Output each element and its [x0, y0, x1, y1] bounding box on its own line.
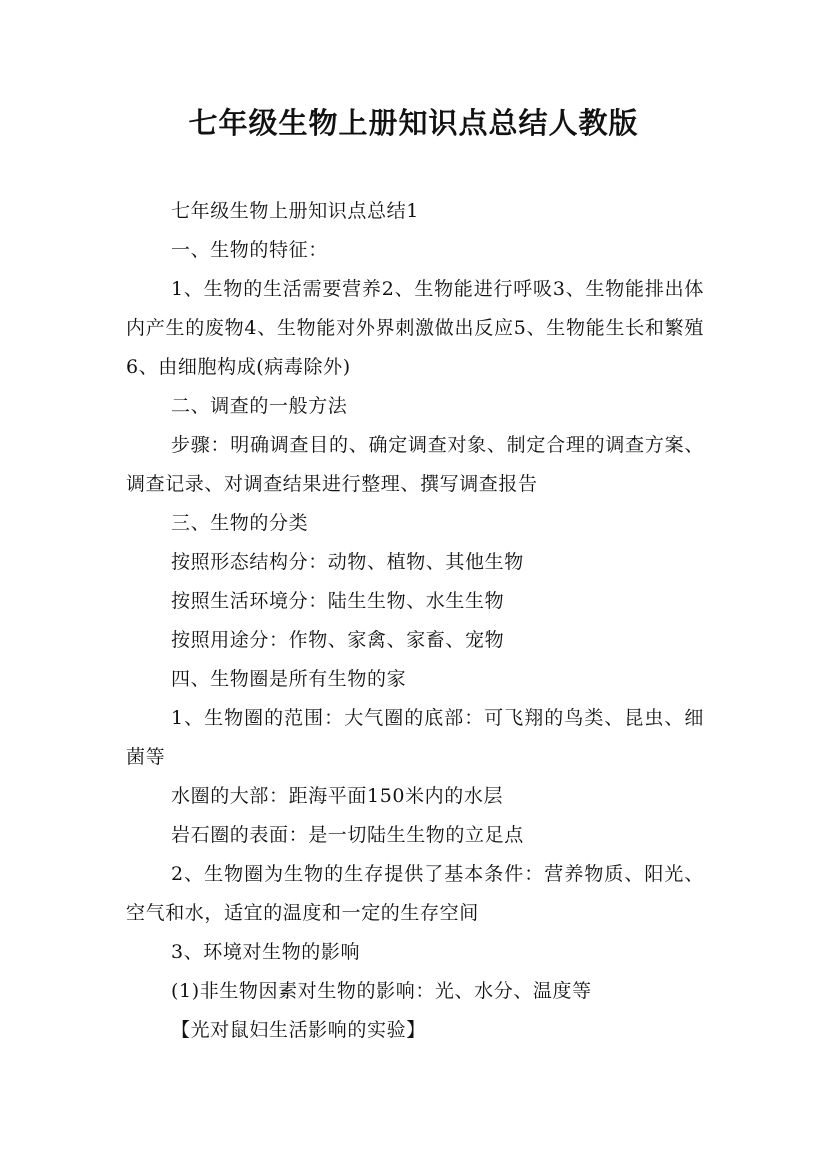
paragraph-section-heading: 七年级生物上册知识点总结1	[171, 200, 419, 222]
document-title: 七年级生物上册知识点总结人教版	[188, 106, 639, 140]
paragraph-experiment-heading: 【光对鼠妇生活影响的实验】	[171, 1019, 426, 1041]
paragraph-heading-biosphere: 四、生物圈是所有生物的家	[171, 668, 407, 690]
paragraph-classification-form: 按照形态结构分：动物、植物、其他生物	[171, 551, 524, 573]
paragraph-classification-habitat: 按照生活环境分：陆生生物、水生生物	[171, 590, 505, 612]
paragraph-hydrosphere: 水圈的大部：距海平面150米内的水层	[171, 785, 504, 807]
paragraph-biosphere-conditions: 2、生物圈为生物的生存提供了基本条件：营养物质、阳光、空气和水，适宜的温度和一定的生存空间	[126, 863, 704, 924]
paragraph-heading-survey: 二、调查的一般方法	[171, 395, 348, 417]
paragraph-characteristics-list: 1、生物的生活需要营养2、生物能进行呼吸3、生物能排出体内产生的废物4、生物能对外界刺激做出反应5、生物能生长和繁殖6、由细胞构成(病毒除外)	[126, 278, 704, 378]
document-body	[126, 192, 704, 1050]
paragraph-classification-use: 按照用途分：作物、家禽、家畜、宠物	[171, 629, 505, 651]
paragraph-heading-characteristics: 一、生物的特征：	[171, 239, 328, 261]
paragraph-heading-classification: 三、生物的分类	[171, 512, 309, 534]
paragraph-abiotic-factors: (1)非生物因素对生物的影响：光、水分、温度等	[171, 980, 592, 1002]
paragraph-biosphere-range: 1、生物圈的范围：大气圈的底部：可飞翔的鸟类、昆虫、细菌等	[126, 707, 704, 768]
paragraph-environment-effects: 3、环境对生物的影响	[171, 941, 361, 963]
paragraph-lithosphere: 岩石圈的表面：是一切陆生生物的立足点	[171, 824, 524, 846]
paragraph-survey-steps: 步骤：明确调查目的、确定调查对象、制定合理的调查方案、调查记录、对调查结果进行整理、撰写调查报告	[126, 434, 704, 495]
